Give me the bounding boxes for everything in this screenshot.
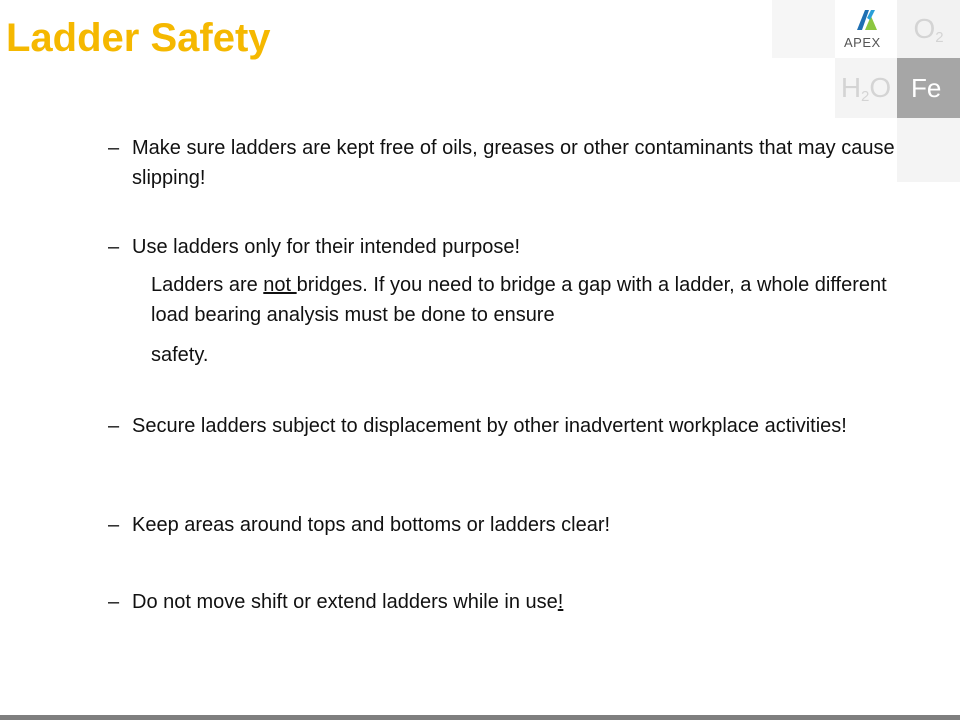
bridge-note-part2: bridges. If you need to bridge a gap with a ladder, a whole different load bearing analysis must be done to ensure [151,274,887,326]
o2-subscript: 2 [935,28,944,46]
fe-label: Fe [911,72,942,103]
bullet-dash: – [108,415,120,437]
o2-letter: O [913,13,936,44]
bullet-dash: – [108,591,120,613]
slide-title: Ladder Safety [6,16,271,60]
h2o-h: H [840,72,862,103]
bridge-note-underlined: not [263,274,297,296]
bullet-text [108,587,908,617]
h2o-subscript: 2 [861,87,870,105]
bullet-dash: – [108,236,120,258]
bullet-text-end: ! [557,591,564,613]
bullet-text: Make sure ladders are kept free of oils, greases or other contaminants that may cause slipping! [132,137,895,189]
bullet-text: Keep areas around tops and bottoms or ladders clear! [132,514,611,536]
bridge-note-part3: safety. [151,344,209,366]
bullet-5 [108,587,908,617]
bottom-divider [0,715,960,720]
apex-wordmark: APEX [844,35,881,50]
bullet-2 [108,232,908,262]
bullet-text: Secure ladders subject to displacement by other inadvertent workplace activities! [132,415,847,437]
bullet-3 [108,411,908,441]
bridge-note-last-line [151,340,911,370]
bullet-text-main: Do not move shift or extend ladders while in use [132,591,558,613]
bullet-4 [108,510,908,540]
bullet-dash: – [108,514,120,536]
bullet-text: Use ladders only for their intended purpose! [132,236,521,258]
bullet-dash: – [108,137,120,159]
bullet-1 [108,133,908,193]
bridge-note-paragraph [151,270,911,330]
bridge-note-part1: Ladders are [151,274,264,296]
h2o-o: O [869,72,892,103]
